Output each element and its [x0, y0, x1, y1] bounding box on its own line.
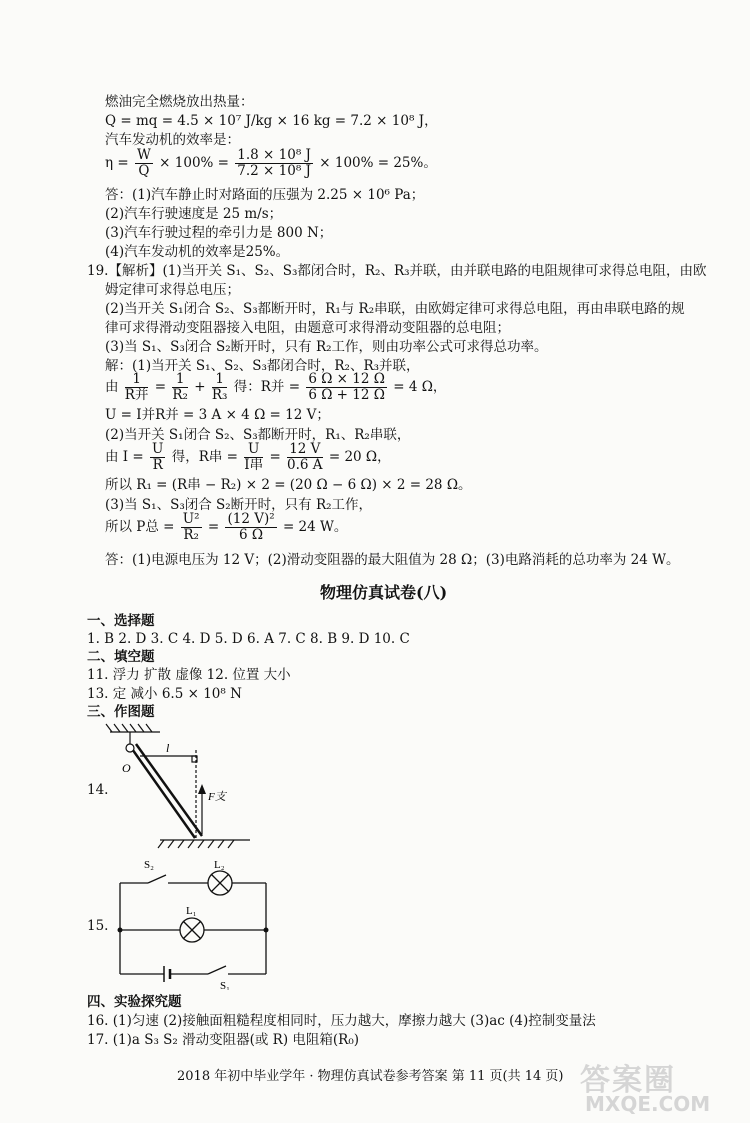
- efficiency-formula: η = $\frac{W}{Q}$ × 100% = $\frac{\text{1.8 × 10⁸ J}}{\text{7.2 × 10⁸ J}}$ × 100% = 25%。: [105, 147, 437, 179]
- text-line: 11. 浮力 扩散 虚像 12. 位置 大小: [87, 667, 291, 683]
- lamp-l2-label: L₂: [214, 859, 225, 871]
- section-heading: 四、实验探究题: [87, 994, 182, 1010]
- circuit-diagram: [110, 850, 280, 990]
- page-title: 物理仿真试卷(八): [320, 583, 448, 602]
- watermark-url: MXQE.COM: [585, 1092, 711, 1116]
- text-line: U = I并R并 = 3 A × 4 Ω = 12 V；: [105, 407, 330, 423]
- text-line: 答：(1)汽车静止时对路面的压强为 2.25 × 10⁶ Pa；: [105, 187, 425, 203]
- arrow-head: [198, 784, 206, 794]
- lamp-l1-label: L₁: [186, 905, 197, 917]
- text-line: 17. (1)a S₃ S₂ 滑动变阻器(或 R) 电阻箱(R₀): [87, 1032, 360, 1048]
- text-line: 律可求得滑动变阻器接入电阻，由题意可求得滑动变阻器的总电阻；: [105, 320, 510, 336]
- junction-dot: [118, 928, 123, 933]
- watermark-logo: 答案圈: [580, 1063, 676, 1098]
- text-line: 13. 定 减小 6.5 × 10⁸ N: [87, 686, 242, 702]
- question-number: 14.: [87, 782, 109, 798]
- text-line: 19.【解析】(1)当开关 S₁、S₂、S₃都闭合时，R₂、R₃并联，由并联电路的电阻规律可求得总电阻，由欧: [87, 263, 707, 279]
- text-line: (3)当 S₁、S₃闭合 S₂断开时，只有 R₂工作，则由功率公式可求得总功率。: [105, 339, 548, 355]
- text-line: 16. (1)匀速 (2)接触面粗糙程度相同时，压力越大，摩擦力越大 (3)ac (4)控制变量法: [87, 1013, 596, 1029]
- lever-diagram: [100, 722, 250, 852]
- lever-arm-label: l: [166, 741, 170, 755]
- section-heading: 一、选择题: [87, 613, 155, 629]
- switch-s1-label: S₁: [220, 980, 230, 990]
- text-line: (4)汽车发动机的效率是25%。: [105, 244, 290, 260]
- text-line: (3)当 S₁、S₃闭合 S₂断开时，只有 R₂工作，: [105, 497, 373, 513]
- text-line: 解：(1)当开关 S₁、S₂、S₃都闭合时，R₂、R₃并联，: [105, 358, 420, 374]
- parallel-resistance-formula: 由 $\frac{1}{\text{R并}}$ = $\frac{1}{\text{R₂}}$ + $\frac{1}{\text{R₃}}$ 得：R并 = $\frac{6 \Omega \times 12 \Omega}{6 \Omega + 12 \Omega}$ = 4 Ω，: [105, 371, 447, 403]
- switch-s2-label: S₂: [144, 859, 154, 871]
- text-line: (2)当开关 S₁闭合 S₂、S₃都断开时，R₁、R₂串联，: [105, 427, 411, 443]
- text-line: 汽车发动机的效率是：: [105, 132, 240, 148]
- pivot-label: O: [122, 761, 131, 775]
- power-formula: 所以 P总 = $\frac{\text{U²}}{\text{R₂}}$ = $\frac{\text{(12 V)²}}{6 \Omega}$ = 24 W。: [105, 511, 348, 543]
- text-line: 所以 R₁ = (R串 − R₂) × 2 = (20 Ω − 6 Ω) × 2 = 28 Ω。: [105, 477, 472, 493]
- text-line: (2)当开关 S₁闭合 S₂、S₃都断开时，R₁与 R₂串联，由欧姆定律可求得总电阻，再由串联电路的规: [105, 301, 685, 317]
- page-footer: 2018 年初中毕业学年 · 物理仿真试卷参考答案 第 11 页(共 14 页): [177, 1069, 564, 1084]
- question-number: 15.: [87, 918, 109, 934]
- series-resistance-formula: 由 I = $\frac{U}{R}$ 得，R串 = $\frac{U}{\text{I串}}$ = $\frac{12 V}{0.6 A}$ = 20 Ω，: [105, 441, 391, 473]
- text-line: Q = mq = 4.5 × 10⁷ J/kg × 16 kg = 7.2 × 10⁸ J，: [105, 113, 438, 129]
- text-line: (3)汽车行驶过程的牵引力是 800 N；: [105, 225, 333, 241]
- pivot-point: [126, 744, 134, 752]
- text-line: 1. B 2. D 3. C 4. D 5. D 6. A 7. C 8. B 9. D 10. C: [87, 631, 410, 647]
- text-line: 姆定律可求得总电压；: [105, 282, 240, 298]
- force-label: F支: [208, 791, 226, 803]
- text-line: 答：(1)电源电压为 12 V；(2)滑动变阻器的最大阻值为 28 Ω；(3)电路消耗的总功率为 24 W。: [105, 552, 680, 568]
- junction-dot: [264, 928, 269, 933]
- section-heading: 二、填空题: [87, 649, 155, 665]
- text-line: 燃油完全燃烧放出热量：: [105, 94, 254, 110]
- section-heading: 三、作图题: [87, 704, 155, 720]
- text-line: (2)汽车行驶速度是 25 m/s；: [105, 206, 283, 222]
